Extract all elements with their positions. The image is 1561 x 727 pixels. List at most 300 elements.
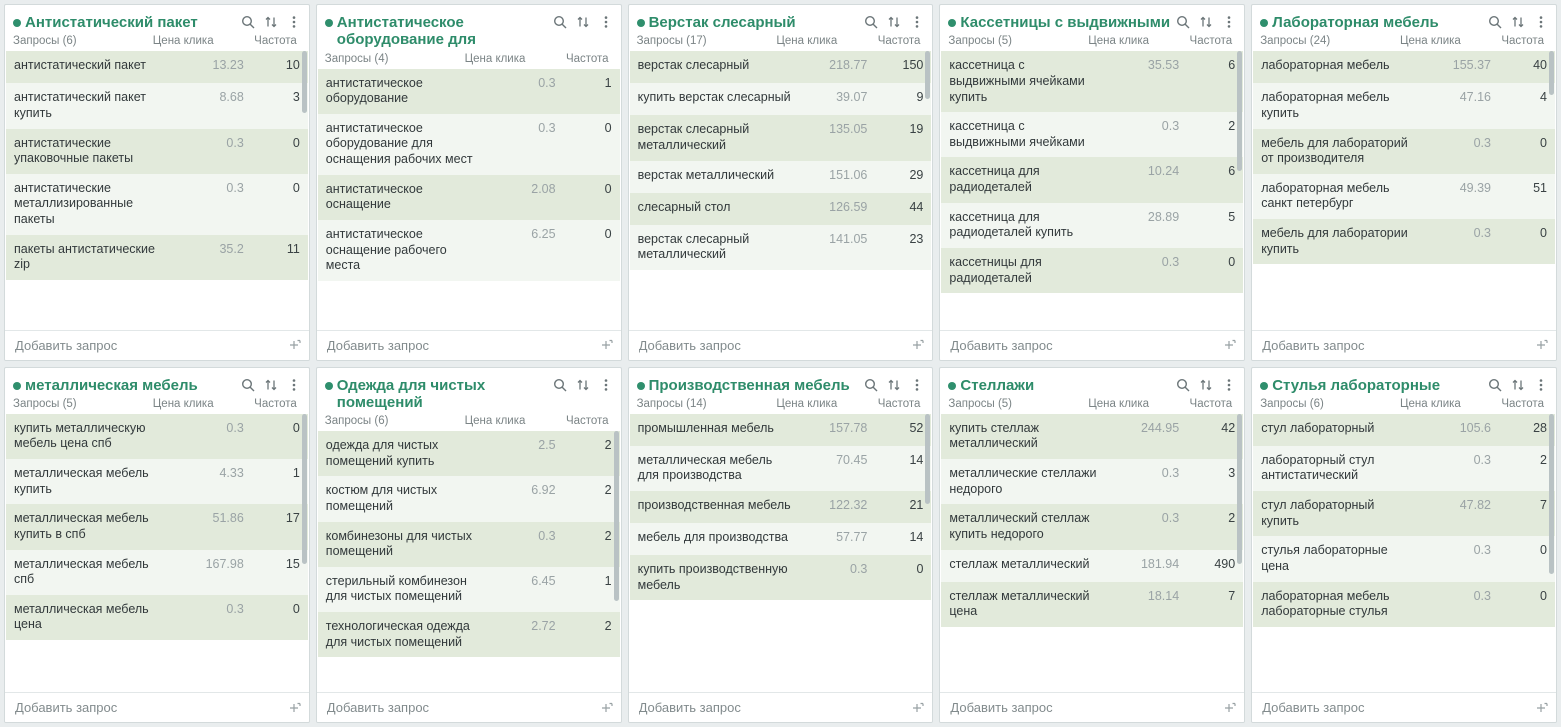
frequency-value: 6 (1228, 58, 1236, 73)
list-scrollbar[interactable] (1549, 51, 1554, 95)
add-query-row (940, 330, 1244, 360)
click-price-value: 4.33 (219, 466, 244, 480)
list-scrollbar[interactable] (614, 431, 619, 601)
click-price-value: 39.07 (836, 90, 868, 105)
price-column-header: Цена клика (1399, 35, 1461, 48)
frequency-column-header: Частота (877, 35, 921, 48)
keyword-group-card (628, 367, 934, 724)
frequency-value: 1 (604, 573, 612, 588)
queries-count-label: Запросы (6) (324, 415, 389, 427)
query-text: одежда для чистых помещений купить (325, 438, 439, 468)
click-price-value: 0.3 (226, 180, 244, 195)
status-dot-icon (13, 19, 21, 27)
query-text: кассетница с выдвижными ячейками купить (949, 58, 1085, 104)
status-dot-icon (325, 382, 333, 390)
sort-icon[interactable] (1199, 15, 1213, 29)
kebab-menu-icon[interactable] (599, 378, 613, 392)
frequency-value: 2 (604, 619, 612, 633)
click-price-value: 135.05 (829, 122, 868, 137)
frequency-value: 0 (1540, 135, 1547, 150)
price-column-header: Цена клика (1088, 397, 1150, 410)
query-text: антистатические упаковочные пакеты (14, 135, 134, 166)
query-list[interactable] (6, 51, 308, 329)
frequency-value: 0 (1540, 543, 1547, 558)
frequency-column-header: Частота (254, 35, 297, 48)
add-query-input[interactable] (948, 699, 1222, 716)
sort-icon[interactable] (264, 15, 278, 29)
card-header (940, 5, 1244, 33)
search-icon[interactable] (864, 15, 878, 29)
click-price-value: 0.3 (1473, 588, 1491, 603)
click-price-value: 6.92 (531, 483, 556, 498)
kebab-menu-icon[interactable] (1222, 15, 1236, 29)
kebab-menu-icon[interactable] (910, 15, 924, 29)
click-price-value: 10.24 (1147, 164, 1180, 179)
sort-icon[interactable] (576, 378, 590, 392)
card-header-actions (864, 13, 924, 29)
query-list[interactable] (630, 51, 932, 329)
query-row[interactable] (941, 582, 1243, 627)
query-text: антистатическое оснащение (325, 181, 423, 212)
add-query-row (629, 330, 933, 360)
list-scrollbar[interactable] (1237, 51, 1242, 171)
add-query-input[interactable] (637, 337, 911, 354)
query-row[interactable] (6, 550, 308, 595)
group-title[interactable]: Верстак слесарный (648, 14, 796, 31)
click-price-value: 167.98 (205, 556, 244, 571)
status-dot-icon (13, 382, 21, 390)
column-headers (629, 396, 933, 414)
query-text: верстак металлический (637, 167, 775, 182)
column-headers (317, 51, 621, 69)
frequency-value: 0 (292, 601, 300, 616)
search-icon[interactable] (553, 378, 567, 392)
sort-icon[interactable] (1511, 378, 1525, 392)
click-price-value: 141.05 (829, 231, 868, 246)
sort-icon[interactable] (264, 378, 278, 392)
group-title[interactable]: Антистатический пакет (25, 14, 198, 31)
sort-icon[interactable] (887, 378, 901, 392)
queries-count-label: Запросы (5) (948, 35, 1013, 48)
price-column-header: Цена клика (1399, 397, 1461, 410)
keyword-group-card (4, 4, 310, 361)
group-title[interactable]: Антистатическое оборудование для (336, 14, 476, 49)
search-icon[interactable] (241, 15, 255, 29)
query-row[interactable] (318, 522, 620, 567)
kebab-menu-icon[interactable] (1222, 378, 1236, 392)
click-price-value: 0.3 (1161, 466, 1180, 480)
frequency-value: 2 (1228, 119, 1236, 134)
query-row[interactable] (6, 235, 308, 280)
click-price-value: 35.53 (1147, 58, 1180, 73)
query-row[interactable] (318, 567, 620, 612)
query-text: костюм для чистых помещений (325, 483, 438, 513)
status-dot-icon (325, 19, 333, 27)
list-scrollbar[interactable] (925, 414, 930, 504)
add-query-input[interactable] (1260, 699, 1534, 716)
frequency-value: 0 (604, 120, 612, 135)
add-query-input[interactable] (325, 337, 599, 354)
query-text: купить стеллаж металлический (949, 420, 1039, 451)
add-query-input[interactable] (1260, 337, 1534, 354)
status-dot-icon (637, 19, 645, 27)
status-dot-icon (948, 19, 956, 27)
list-scrollbar[interactable] (925, 51, 930, 99)
query-row[interactable] (6, 51, 308, 83)
resize-handle-icon[interactable] (910, 701, 924, 715)
keyword-group-card (939, 4, 1245, 361)
query-row[interactable] (1253, 414, 1555, 446)
query-row[interactable] (1253, 83, 1555, 128)
query-row[interactable] (630, 115, 932, 160)
search-icon[interactable] (1176, 15, 1190, 29)
add-query-input[interactable] (325, 699, 599, 716)
query-row[interactable] (941, 203, 1243, 248)
query-list[interactable] (941, 414, 1243, 692)
query-text: антистатическое оснащение рабочего места (325, 226, 447, 273)
query-text: антистатическое оборудование (325, 75, 423, 106)
query-list[interactable] (941, 51, 1243, 329)
query-text: промышленная мебель (637, 420, 774, 435)
keyword-group-card (628, 4, 934, 361)
click-price-value: 2.5 (538, 438, 556, 452)
query-row[interactable] (630, 523, 932, 555)
column-headers (317, 413, 621, 431)
query-row[interactable] (941, 51, 1243, 112)
frequency-value: 10 (285, 58, 300, 73)
query-list[interactable] (318, 69, 620, 330)
frequency-value: 6 (1228, 164, 1236, 179)
card-header (940, 368, 1244, 396)
frequency-value: 0 (292, 135, 300, 150)
column-headers (5, 33, 309, 51)
price-column-header: Цена клика (464, 415, 526, 427)
query-row[interactable] (6, 174, 308, 235)
sort-icon[interactable] (1511, 15, 1525, 29)
query-row[interactable] (318, 220, 620, 281)
query-text: металлическая мебель спб (14, 556, 149, 587)
query-row[interactable] (941, 459, 1243, 504)
query-text: купить металлическую мебель цена спб (14, 420, 146, 451)
query-row[interactable] (1253, 536, 1555, 581)
frequency-value: 28 (1533, 420, 1547, 435)
queries-count-label: Запросы (24) (1260, 35, 1331, 48)
query-row[interactable] (1253, 446, 1555, 491)
click-price-value: 6.25 (531, 226, 556, 241)
group-title[interactable]: Одежда для чистых помещений (336, 376, 486, 411)
kebab-menu-icon[interactable] (287, 378, 301, 392)
query-row[interactable] (630, 225, 932, 270)
query-row[interactable] (630, 51, 932, 83)
group-title[interactable]: металлическая мебель (25, 376, 198, 394)
search-icon[interactable] (1176, 378, 1190, 392)
click-price-value: 122.32 (829, 498, 868, 512)
query-row[interactable] (941, 248, 1243, 293)
kebab-menu-icon[interactable] (1534, 378, 1548, 392)
click-price-value: 0.3 (1473, 452, 1491, 467)
list-scrollbar[interactable] (1237, 414, 1242, 564)
query-row[interactable] (1253, 582, 1555, 627)
query-row[interactable] (6, 129, 308, 174)
query-list[interactable] (1253, 51, 1555, 329)
query-text: кассетницы для радиодеталей (949, 254, 1042, 285)
group-title[interactable]: Лабораторная мебель (1272, 14, 1439, 31)
query-row[interactable] (941, 504, 1243, 549)
frequency-column-header: Частота (1189, 397, 1233, 410)
frequency-value: 9 (916, 90, 924, 105)
click-price-value: 49.39 (1459, 180, 1491, 195)
list-scrollbar[interactable] (302, 51, 307, 113)
keyword-group-card (1251, 367, 1557, 724)
query-row[interactable] (6, 504, 308, 549)
click-price-value: 0.3 (538, 528, 556, 543)
query-list[interactable] (1253, 414, 1555, 692)
sort-icon[interactable] (887, 15, 901, 29)
query-row[interactable] (630, 414, 932, 446)
price-column-header: Цена клика (464, 52, 526, 65)
frequency-value: 7 (1228, 588, 1236, 603)
query-row[interactable] (1253, 174, 1555, 219)
query-row[interactable] (941, 550, 1243, 582)
query-row[interactable] (941, 414, 1243, 459)
query-row[interactable] (630, 83, 932, 115)
add-query-input[interactable] (637, 699, 911, 716)
query-row[interactable] (630, 161, 932, 193)
click-price-value: 28.89 (1147, 209, 1180, 224)
click-price-value: 35.2 (219, 241, 244, 256)
keyword-group-card (1251, 4, 1557, 361)
frequency-value: 42 (1221, 420, 1236, 435)
frequency-value: 51 (1533, 180, 1547, 195)
click-price-value: 0.3 (226, 420, 244, 435)
status-dot-icon (637, 382, 645, 390)
frequency-value: 3 (1228, 466, 1236, 480)
click-price-value: 0.3 (538, 75, 556, 90)
search-icon[interactable] (553, 15, 567, 29)
click-price-value: 0.3 (850, 562, 868, 576)
frequency-value: 2 (604, 438, 612, 452)
add-query-input[interactable] (13, 337, 287, 354)
resize-handle-icon[interactable] (287, 701, 301, 715)
frequency-value: 1 (604, 75, 612, 90)
frequency-value: 23 (909, 231, 924, 246)
query-row[interactable] (6, 595, 308, 640)
add-query-row (1252, 692, 1556, 722)
click-price-value: 0.3 (1161, 119, 1180, 134)
queries-count-label: Запросы (17) (636, 35, 707, 48)
keyword-group-card (316, 4, 622, 361)
frequency-value: 0 (1228, 254, 1236, 269)
query-row[interactable] (318, 612, 620, 657)
list-scrollbar[interactable] (1549, 414, 1554, 574)
kebab-menu-icon[interactable] (1534, 15, 1548, 29)
query-row[interactable] (318, 476, 620, 521)
query-row[interactable] (6, 459, 308, 504)
card-header-actions (241, 376, 301, 392)
query-row[interactable] (941, 112, 1243, 157)
resize-handle-icon[interactable] (1222, 338, 1236, 352)
click-price-value: 105.6 (1459, 420, 1491, 435)
frequency-value: 0 (1540, 588, 1547, 603)
frequency-column-header: Частота (565, 52, 609, 65)
card-header (1252, 5, 1556, 33)
kebab-menu-icon[interactable] (599, 15, 613, 29)
queries-count-label: Запросы (14) (636, 397, 707, 410)
add-query-input[interactable] (13, 699, 287, 716)
card-header-actions (553, 376, 613, 392)
price-column-header: Цена клика (776, 397, 838, 410)
resize-handle-icon[interactable] (1222, 701, 1236, 715)
groups-row-1 (4, 4, 1557, 361)
card-header-actions (864, 376, 924, 392)
kebab-menu-icon[interactable] (287, 15, 301, 29)
add-query-row (5, 330, 309, 360)
query-row[interactable] (318, 175, 620, 220)
query-row[interactable] (1253, 51, 1555, 83)
card-header (629, 5, 933, 33)
group-title[interactable]: Стеллажи (960, 376, 1035, 394)
resize-handle-icon[interactable] (1534, 701, 1548, 715)
query-text: мебель для лабораторий от производителя (1261, 135, 1408, 166)
query-text: металлическая мебель купить (14, 466, 149, 496)
query-text: слесарный стол (637, 199, 731, 214)
query-text: антистатический пакет купить (14, 90, 146, 120)
card-header (5, 5, 309, 33)
query-row[interactable] (630, 193, 932, 225)
frequency-value: 3 (292, 90, 300, 105)
sort-icon[interactable] (576, 15, 590, 29)
click-price-value: 47.82 (1459, 498, 1491, 512)
frequency-column-header: Частота (565, 415, 609, 427)
query-row[interactable] (6, 83, 308, 128)
query-list[interactable] (630, 414, 932, 692)
frequency-value: 14 (909, 452, 924, 467)
query-row[interactable] (630, 446, 932, 491)
column-headers (940, 33, 1244, 51)
click-price-value: 151.06 (829, 167, 868, 182)
frequency-value: 0 (604, 181, 612, 196)
frequency-value: 44 (909, 199, 924, 214)
frequency-column-header: Частота (877, 397, 921, 410)
column-headers (5, 396, 309, 414)
frequency-value: 4 (1540, 90, 1547, 105)
frequency-value: 0 (292, 420, 300, 435)
frequency-value: 21 (909, 498, 924, 512)
query-text: лабораторная мебель лабораторные стулья (1261, 588, 1390, 619)
query-list[interactable] (318, 431, 620, 692)
frequency-value: 0 (292, 180, 300, 195)
query-text: мебель для лаборатории купить (1261, 226, 1408, 256)
click-price-value: 70.45 (836, 452, 868, 467)
search-icon[interactable] (864, 378, 878, 392)
search-icon[interactable] (1488, 15, 1502, 29)
click-price-value: 0.3 (226, 601, 244, 616)
query-row[interactable] (6, 414, 308, 459)
price-column-header: Цена клика (1088, 35, 1150, 48)
query-row[interactable] (318, 69, 620, 114)
frequency-value: 29 (909, 167, 924, 182)
card-header-actions (1176, 13, 1236, 29)
queries-count-label: Запросы (4) (324, 52, 389, 65)
query-list[interactable] (6, 414, 308, 692)
queries-count-label: Запросы (5) (13, 397, 77, 410)
query-text: лабораторный стул антистатический (1261, 452, 1375, 483)
query-text: кассетница для радиодеталей (949, 164, 1040, 194)
query-row[interactable] (318, 114, 620, 175)
query-text: купить верстак слесарный (637, 90, 791, 105)
frequency-value: 2 (1228, 511, 1236, 526)
query-text: металлический стеллаж купить недорого (949, 511, 1090, 541)
query-row[interactable] (630, 555, 932, 600)
click-price-value: 2.08 (531, 181, 556, 196)
click-price-value: 6.45 (531, 573, 556, 588)
resize-handle-icon[interactable] (910, 338, 924, 352)
frequency-value: 11 (286, 241, 300, 256)
queries-count-label: Запросы (5) (948, 397, 1013, 410)
add-query-row (629, 692, 933, 722)
query-row[interactable] (630, 491, 932, 523)
kebab-menu-icon[interactable] (910, 378, 924, 392)
queries-count-label: Запросы (6) (1260, 397, 1324, 410)
query-row[interactable] (318, 431, 620, 476)
sort-icon[interactable] (1199, 378, 1213, 392)
status-dot-icon (948, 382, 956, 390)
query-text: антистатическое оборудование для оснащения рабочих мест (325, 120, 473, 166)
resize-handle-icon[interactable] (599, 338, 613, 352)
query-text: мебель для производства (637, 530, 788, 544)
click-price-value: 181.94 (1140, 556, 1180, 571)
add-query-row (317, 692, 621, 722)
group-title[interactable]: Производственная мебель (648, 376, 850, 394)
click-price-value: 0.3 (1473, 543, 1491, 558)
card-header-actions (241, 13, 301, 29)
card-header (629, 368, 933, 396)
query-text: лабораторная мебель купить (1261, 90, 1390, 120)
status-dot-icon (1260, 19, 1268, 27)
query-text: металлическая мебель цена (14, 601, 149, 632)
query-row[interactable] (1253, 129, 1555, 174)
query-text: купить производственную мебель (637, 562, 788, 592)
query-text: лабораторная мебель (1261, 58, 1390, 73)
query-text: кассетница с выдвижными ячейками (949, 119, 1085, 149)
frequency-column-header: Частота (254, 397, 297, 410)
search-icon[interactable] (241, 378, 255, 392)
card-header-actions (1488, 13, 1548, 29)
list-scrollbar[interactable] (302, 414, 307, 564)
group-title[interactable]: Кассетницы с выдвижными (960, 14, 1171, 31)
search-icon[interactable] (1488, 378, 1502, 392)
click-price-value: 157.78 (829, 420, 868, 435)
resize-handle-icon[interactable] (599, 701, 613, 715)
frequency-value: 0 (604, 226, 612, 241)
price-column-header: Цена клика (776, 35, 838, 48)
click-price-value: 155.37 (1452, 58, 1491, 73)
click-price-value: 57.77 (836, 530, 868, 544)
frequency-column-header: Частота (1501, 397, 1544, 410)
query-text: лабораторная мебель санкт петербург (1261, 180, 1390, 211)
query-row[interactable] (941, 157, 1243, 202)
query-text: антистатический пакет (14, 58, 146, 73)
click-price-value: 51.86 (212, 511, 244, 526)
resize-handle-icon[interactable] (1534, 338, 1548, 352)
resize-handle-icon[interactable] (287, 338, 301, 352)
group-title[interactable]: Стулья лабораторные (1272, 376, 1441, 394)
query-row[interactable] (1253, 491, 1555, 536)
query-row[interactable] (1253, 219, 1555, 264)
query-text: комбинезоны для чистых помещений (325, 528, 472, 559)
add-query-input[interactable] (948, 337, 1222, 354)
click-price-value: 126.59 (829, 199, 868, 214)
